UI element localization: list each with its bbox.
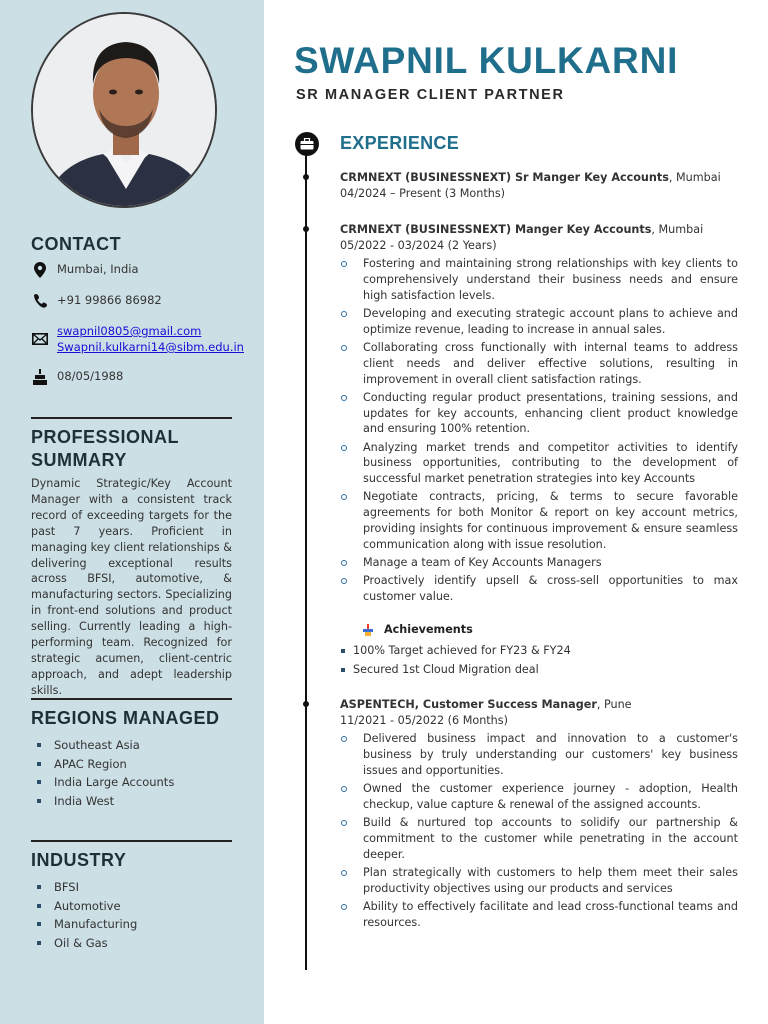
divider bbox=[31, 698, 232, 700]
job-location: , Mumbai bbox=[668, 171, 721, 184]
email-link-secondary[interactable]: Swapnil.kulkarni14@sibm.edu.in bbox=[57, 340, 244, 354]
experience-title: EXPERIENCE bbox=[340, 133, 460, 153]
location-text: Mumbai, India bbox=[57, 262, 139, 276]
divider bbox=[31, 417, 232, 419]
phone-text: +91 99866 86982 bbox=[57, 293, 162, 307]
job-dates: 11/2021 - 05/2022 (6 Months) bbox=[340, 713, 508, 727]
list-item: Collaborating cross functionally with internal teams to address client needs and deliver effective solutions, resulting in improvement in overall client satisfaction ratings. bbox=[340, 340, 738, 388]
list-item: APAC Region bbox=[37, 755, 174, 774]
timeline-dot bbox=[303, 701, 309, 707]
list-item: Manage a team of Key Accounts Managers bbox=[340, 555, 738, 571]
list-item: Manufacturing bbox=[37, 915, 137, 934]
dob-text: 08/05/1988 bbox=[57, 369, 124, 383]
briefcase-icon bbox=[295, 132, 319, 156]
achievements-label: Achievements bbox=[384, 623, 473, 636]
list-item: 100% Target achieved for FY23 & FY24 bbox=[341, 641, 571, 660]
achievements-list bbox=[341, 641, 571, 679]
award-icon bbox=[362, 624, 374, 636]
list-item: Automotive bbox=[37, 897, 137, 916]
job-header bbox=[340, 222, 738, 238]
candidate-role: SR MANAGER CLIENT PARTNER bbox=[296, 87, 565, 103]
list-item: Ability to effectively facilitate and lead cross-functional teams and resources. bbox=[340, 899, 738, 931]
achievements-title bbox=[362, 623, 473, 636]
job-dates: 05/2022 - 03/2024 (2 Years) bbox=[340, 238, 497, 252]
summary-text: Dynamic Strategic/Key Account Manager with a consistent track record of exceeding targets for the past 7 years. Proficient in managing key client relationships & delivering exceptional results across BFSI, automotive, & manufacturing sectors. Specializing in front-end solutions and product selling. Currently leading a high-performing team. Recognized for strategic acumen, client-centric approach, and adept leadership skills. bbox=[31, 477, 232, 697]
list-item: Southeast Asia bbox=[37, 736, 174, 755]
job-bullets bbox=[340, 256, 738, 605]
list-item: Owned the customer experience journey - adoption, Health checkup, value capture & renewal of the assigned accounts. bbox=[340, 781, 738, 813]
job-entry bbox=[340, 222, 738, 607]
contact-location bbox=[31, 262, 139, 278]
job-company: CRMNEXT (BUSINESSNEXT) Sr Manger Key Accounts bbox=[340, 171, 669, 184]
list-item: Oil & Gas bbox=[37, 934, 137, 953]
job-header bbox=[340, 697, 738, 713]
list-item: Fostering and maintaining strong relationships with key clients to comprehensively understand their business needs and ensure high satisfaction levels. bbox=[340, 256, 738, 304]
list-item: India West bbox=[37, 792, 174, 811]
job-entry bbox=[340, 170, 738, 202]
job-header bbox=[340, 170, 738, 186]
job-company: ASPENTECH, Customer Success Manager bbox=[340, 698, 597, 711]
timeline-dot bbox=[303, 174, 309, 180]
job-bullets bbox=[340, 731, 738, 931]
location-pin-icon bbox=[31, 262, 49, 278]
job-location: , Pune bbox=[596, 698, 632, 711]
job-entry bbox=[340, 697, 738, 933]
list-item: Delivered business impact and innovation to a customer's business by truly understanding our customers' key business issues and opportunities. bbox=[340, 731, 738, 779]
envelope-icon bbox=[31, 331, 49, 347]
contact-title: CONTACT bbox=[31, 234, 122, 254]
list-item: Negotiate contracts, pricing, & terms to secure favorable agreements for both Monitor & report on key account metrics, providing insights for continuous improvement & ensure seamless communication along with issue resolution. bbox=[340, 489, 738, 553]
job-location: , Mumbai bbox=[651, 223, 704, 236]
regions-title: REGIONS MANAGED bbox=[31, 708, 220, 728]
timeline-dot bbox=[303, 226, 309, 232]
email-link-primary[interactable]: swapnil0805@gmail.com bbox=[57, 324, 202, 338]
list-item: Plan strategically with customers to help them meet their sales productivity objectives using our products and services bbox=[340, 865, 738, 897]
contact-email bbox=[31, 323, 244, 355]
phone-icon bbox=[31, 293, 49, 309]
divider bbox=[31, 840, 232, 842]
birthday-cake-icon bbox=[31, 369, 49, 385]
list-item: Proactively identify upsell & cross-sell opportunities to max customer value. bbox=[340, 573, 738, 605]
regions-list bbox=[37, 736, 174, 810]
candidate-name: SWAPNIL KULKARNI bbox=[294, 40, 679, 81]
sidebar bbox=[0, 0, 264, 1024]
industry-title: INDUSTRY bbox=[31, 850, 127, 870]
contact-phone bbox=[31, 293, 162, 309]
job-dates: 04/2024 – Present (3 Months) bbox=[340, 186, 506, 200]
timeline-line bbox=[305, 148, 307, 970]
list-item: Developing and executing strategic account plans to achieve and optimize revenue, leading to increase in annual sales. bbox=[340, 306, 738, 338]
profile-photo bbox=[31, 12, 217, 208]
list-item: Build & nurtured top accounts to solidify our partnership & commitment to the customer while penetrating in the account deeper. bbox=[340, 815, 738, 863]
list-item: India Large Accounts bbox=[37, 773, 174, 792]
list-item: Secured 1st Cloud Migration deal bbox=[341, 660, 571, 679]
summary-title: PROFESSIONAL SUMMARY bbox=[31, 427, 179, 470]
list-item: BFSI bbox=[37, 878, 137, 897]
list-item: Conducting regular product presentations, training sessions, and updates for key accounts, enhancing client product knowledge and ensuring 100% retention. bbox=[340, 390, 738, 438]
list-item: Analyzing market trends and competitor activities to identify business opportunities, contributing to the development of successful market penetration strategies into key Accounts bbox=[340, 440, 738, 488]
industry-list bbox=[37, 878, 137, 952]
job-company: CRMNEXT (BUSINESSNEXT) Manger Key Accounts bbox=[340, 223, 652, 236]
contact-dob bbox=[31, 369, 123, 385]
